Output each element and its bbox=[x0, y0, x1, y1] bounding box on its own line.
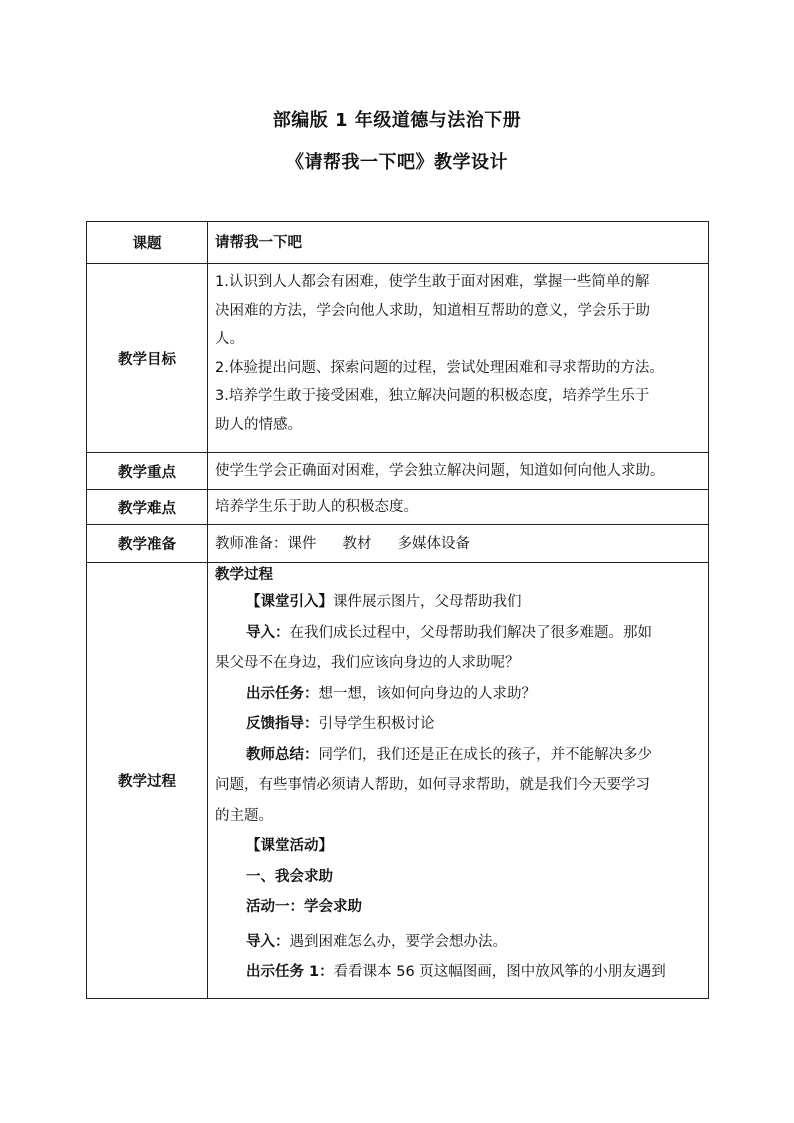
document-subtitle: 《请帮我一下吧》教学设计 bbox=[286, 152, 508, 173]
label-goals: 教学目标 bbox=[87, 264, 208, 453]
section-heading: 一、我会求助 bbox=[246, 868, 333, 885]
activity-title: 活动一：学会求助 bbox=[246, 899, 362, 915]
value-difficulty: 培养学生乐于助人的积极态度。 bbox=[208, 490, 709, 525]
process-paragraph: 【课堂引入】课件展示图片，父母帮助我们 bbox=[246, 594, 522, 610]
goals-line: 助人的情感。 bbox=[215, 416, 302, 433]
prep-prefix: 教师准备： bbox=[215, 535, 288, 552]
process-paragraph: 导入：在我们成长过程中，父母帮助我们解决了很多难题。那如 bbox=[246, 624, 652, 641]
process-paragraph: 出示任务：想一想，该如何向身边的人求助？ bbox=[246, 685, 536, 702]
prep-content bbox=[208, 525, 709, 563]
table-row-prep bbox=[87, 525, 709, 563]
process-paragraph: 教师总结：同学们，我们还是正在成长的孩子，并不能解决多少 bbox=[246, 746, 652, 763]
document-title: 部编版 1 年级道德与法治下册 bbox=[272, 110, 522, 131]
goals-line: 决困难的方法，学会向他人求助，知道相互帮助的意义，学会乐于助 bbox=[215, 302, 650, 319]
process-paragraph: 导入：遇到困难怎么办，要学会想办法。 bbox=[246, 933, 507, 950]
label-process: 教学过程 bbox=[87, 563, 208, 999]
goals-line: 1.认识到人人都会有困难，使学生敢于面对困难，掌握一些简单的解 bbox=[215, 274, 650, 290]
prep-item: 多媒体设备 bbox=[397, 535, 470, 552]
table-row-key bbox=[87, 453, 709, 490]
process-paragraph: 果父母不在身边，我们应该向身边的人求助呢？ bbox=[215, 655, 520, 671]
label-key: 教学重点 bbox=[87, 453, 208, 490]
activity-heading: 【课堂活动】 bbox=[246, 838, 333, 854]
table-row-topic bbox=[87, 222, 709, 264]
process-paragraph: 出示任务 1：看看课本 56 页这幅图画，图中放风筝的小朋友遇到 bbox=[246, 964, 666, 980]
goals-line: 2.体验提出问题、探索问题的过程，尝试处理困难和寻求帮助的方法。 bbox=[215, 359, 664, 376]
value-topic: 请帮我一下吧 bbox=[208, 222, 709, 264]
table-row-difficulty bbox=[87, 490, 709, 525]
table-row-goals bbox=[87, 264, 709, 453]
process-paragraph: 问题，有些事情必须请人帮助，如何寻求帮助，就是我们今天要学习 bbox=[215, 777, 650, 793]
label-topic: 课题 bbox=[87, 222, 208, 264]
goals-line: 人。 bbox=[215, 331, 244, 347]
process-paragraph: 反馈指导：引导学生积极讨论 bbox=[246, 716, 435, 732]
prep-item: 教材 bbox=[342, 535, 372, 552]
prep-item: 课件 bbox=[287, 535, 317, 552]
value-key: 使学生学会正确面对困难，学会独立解决问题，知道如何向他人求助。 bbox=[208, 453, 709, 490]
process-content bbox=[208, 563, 709, 999]
lesson-plan-table bbox=[86, 221, 709, 999]
process-paragraph: 的主题。 bbox=[215, 807, 273, 824]
label-prep: 教学准备 bbox=[87, 525, 208, 563]
goals-line: 3.培养学生敢于接受困难，独立解决问题的积极态度，培养学生乐于 bbox=[215, 388, 650, 404]
goals-content bbox=[208, 264, 709, 453]
process-heading: 教学过程 bbox=[215, 567, 273, 583]
label-difficulty: 教学难点 bbox=[87, 490, 208, 525]
table-row-process bbox=[87, 563, 709, 999]
